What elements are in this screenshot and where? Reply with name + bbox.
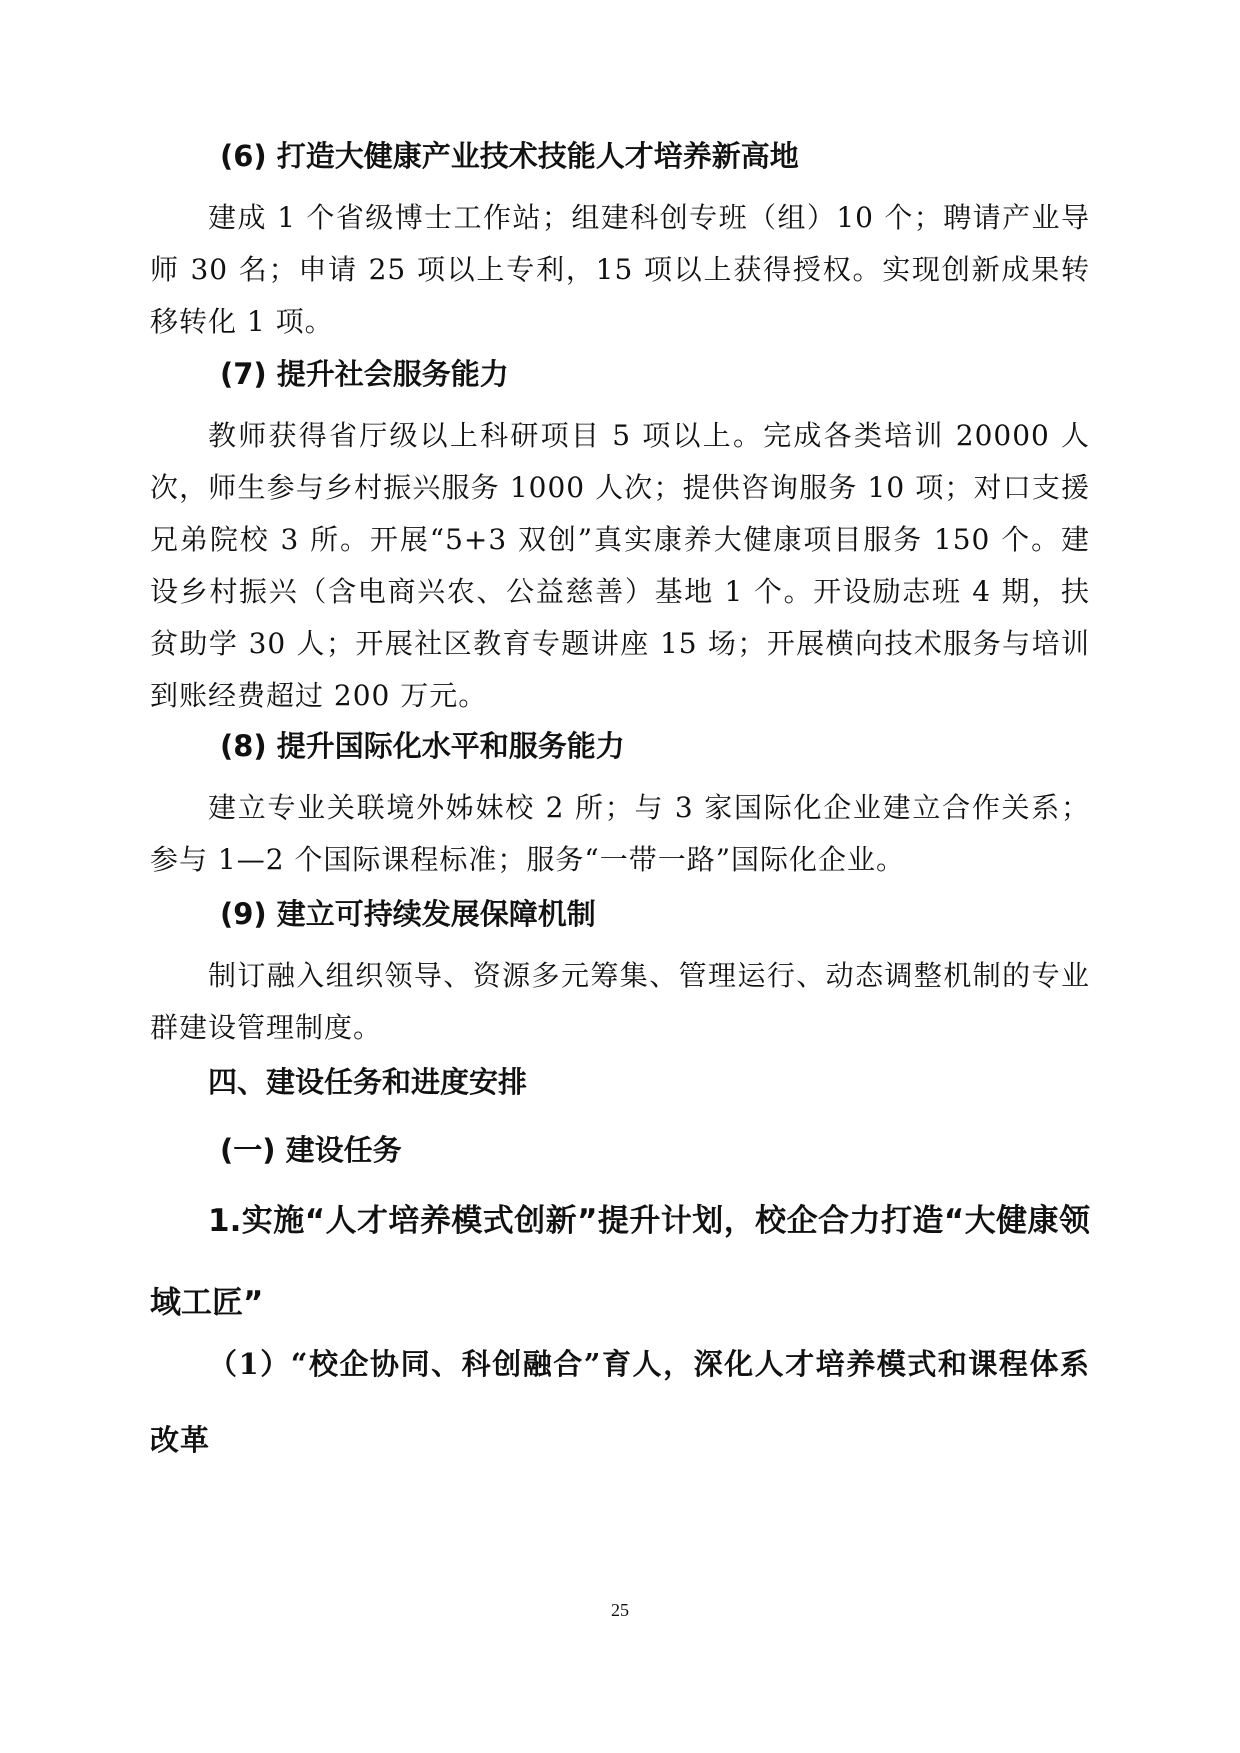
paragraph-health-industry-goals: 建成 1 个省级博士工作站；组建科创专班（组）10 个；聘请产业导师 30 名；申请 25 项以上专利，15 项以上获得授权。实现创新成果转移转化 1 项。 [150, 201, 1090, 338]
section-heading-tasks-schedule: 四、建设任务和进度安排 [208, 1065, 528, 1099]
heading-7-social-service: (7) 提升社会服务能力 [220, 357, 509, 391]
heading-9-sustainable-mechanism: (9) 建立可持续发展保障机制 [220, 897, 596, 931]
paragraph-sustainable-mechanism: 制订融入组织领导、资源多元筹集、管理运行、动态调整机制的专业群建设管理制度。 [150, 959, 1090, 1044]
paragraph-internationalization-goals: 建立专业关联境外姊妹校 2 所；与 3 家国际化企业建立合作关系；参与 1—2 个国际课程标准；服务“一带一路”国际化企业。 [150, 791, 1090, 876]
heading-8-internationalization: (8) 提升国际化水平和服务能力 [220, 729, 625, 763]
paragraph-social-service-goals: 教师获得省厅级以上科研项目 5 项以上。完成各类培训 20000 人次，师生参与乡村振兴服务 1000 人次；提供咨询服务 10 项；对口支援兄弟院校 3 所。开展“5+3 双创”真实康养大健康项目服务 150 个。建设乡村振兴（含电商兴农、公益慈善）基地 1 个。开设励志班 4 期，扶贫助学 30 人；开展社区教育专题讲座 15 场；开展横向技术服务与培训到账经费超过 200 万元。 [150, 419, 1090, 712]
heading-school-enterprise-collaboration: （1）“校企协同、科创融合”育人，深化人才培养模式和课程体系改革 [150, 1347, 1090, 1457]
document-page [150, 0, 1090, 1753]
heading-construction-tasks: (一) 建设任务 [220, 1133, 402, 1167]
heading-6-health-industry-talent: (6) 打造大健康产业技术技能人才培养新高地 [220, 139, 799, 173]
heading-talent-cultivation-plan: 1.实施“人才培养模式创新”提升计划，校企合力打造“大健康领域工匠” [150, 1203, 1090, 1321]
page-number: 25 [611, 1600, 629, 1620]
